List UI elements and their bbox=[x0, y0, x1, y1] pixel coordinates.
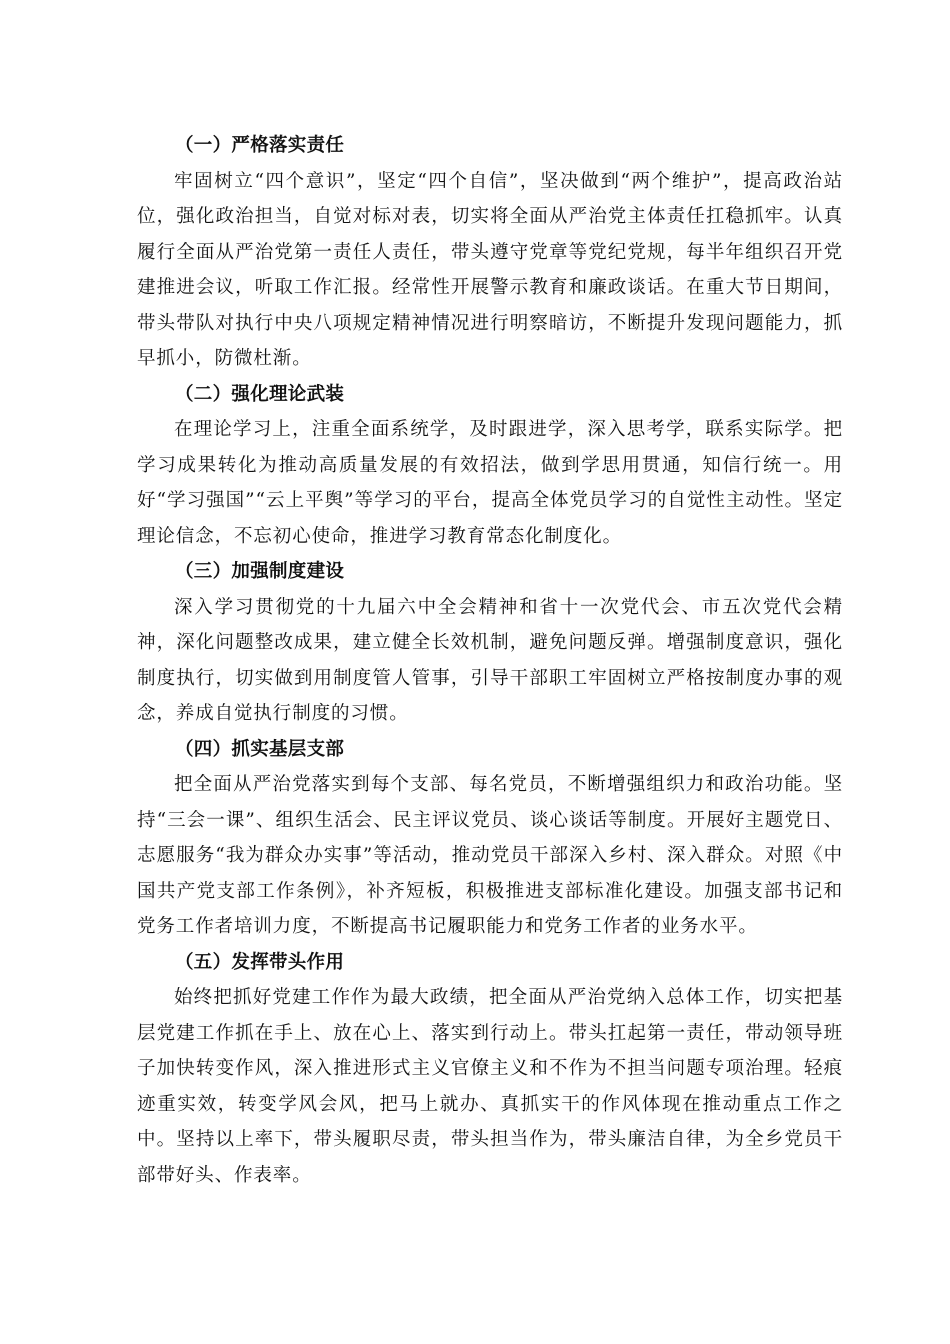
section-body: 始终把抓好党建工作作为最大政绩，把全面从严治党纳入总体工作，切实把基层党建工作抓在手上、放在心上、落实到行动上。带头扛起第一责任，带动领导班子加快转变作风，深入推进形式主义官僚主义和不作为不担当问题专项治理。轻痕迹重实效，转变学风会风，把马上就办、真抓实干的作风体现在推动重点工作之中。坚持以上率下，带头履职尽责，带头担当作为，带头廉洁自律，为全乡党员干部带好头、作表率。 bbox=[137, 987, 843, 1186]
section-body: 把全面从严治党落实到每个支部、每名党员，不断增强组织力和政治功能。坚持“三会一课”、组织生活会、民主评议党员、谈心谈话等制度。开展好主题党日、志愿服务“我为群众办实事”等活动，推动党员干部深入乡村、深入群众。对照《中国共产党支部工作条例》，补齐短板，积极推进支部标准化建设。加强支部书记和党务工作者培训力度，不断提高书记履职能力和党务工作者的业务水平。 bbox=[137, 774, 843, 937]
section-body: 在理论学习上，注重全面系统学，及时跟进学，深入思考学，联系实际学。把学习成果转化为推动高质量发展的有效招法，做到学思用贯通，知信行统一。用好“学习强国”“云上平舆”等学习的平台，提高全体党员学习的自觉性主动性。坚定理论信念，不忘初心使命，推进学习教育常态化制度化。 bbox=[137, 419, 843, 547]
section-heading: （五）发挥带头作用 bbox=[175, 951, 345, 973]
document-page bbox=[137, 128, 843, 1193]
section-2 bbox=[137, 377, 843, 555]
section-body: 牢固树立“四个意识”，坚定“四个自信”，坚决做到“两个维护”，提高政治站位，强化政治担当，自觉对标对表，切实将全面从严治党主体责任扛稳抓牢。认真履行全面从严治党第一责任人责任，带头遵守党章等党纪党规，每半年组织召开党建推进会议，听取工作汇报。经常性开展警示教育和廉政谈话。在重大节日期间，带头带队对执行中央八项规定精神情况进行明察暗访，不断提升发现问题能力，抓早抓小，防微杜渐。 bbox=[137, 170, 843, 369]
section-1 bbox=[137, 128, 843, 377]
section-heading: （四）抓实基层支部 bbox=[175, 738, 345, 760]
section-3 bbox=[137, 554, 843, 732]
section-5 bbox=[137, 945, 843, 1194]
section-heading: （二）强化理论武装 bbox=[175, 383, 345, 405]
section-body: 深入学习贯彻党的十九届六中全会精神和省十一次党代会、市五次党代会精神，深化问题整改成果，建立健全长效机制，避免问题反弹。增强制度意识，强化制度执行，切实做到用制度管人管事，引导干部职工牢固树立严格按制度办事的观念，养成自觉执行制度的习惯。 bbox=[137, 596, 843, 724]
section-heading: （三）加强制度建设 bbox=[175, 561, 345, 582]
section-4 bbox=[137, 732, 843, 945]
section-heading: （一）严格落实责任 bbox=[175, 135, 345, 156]
